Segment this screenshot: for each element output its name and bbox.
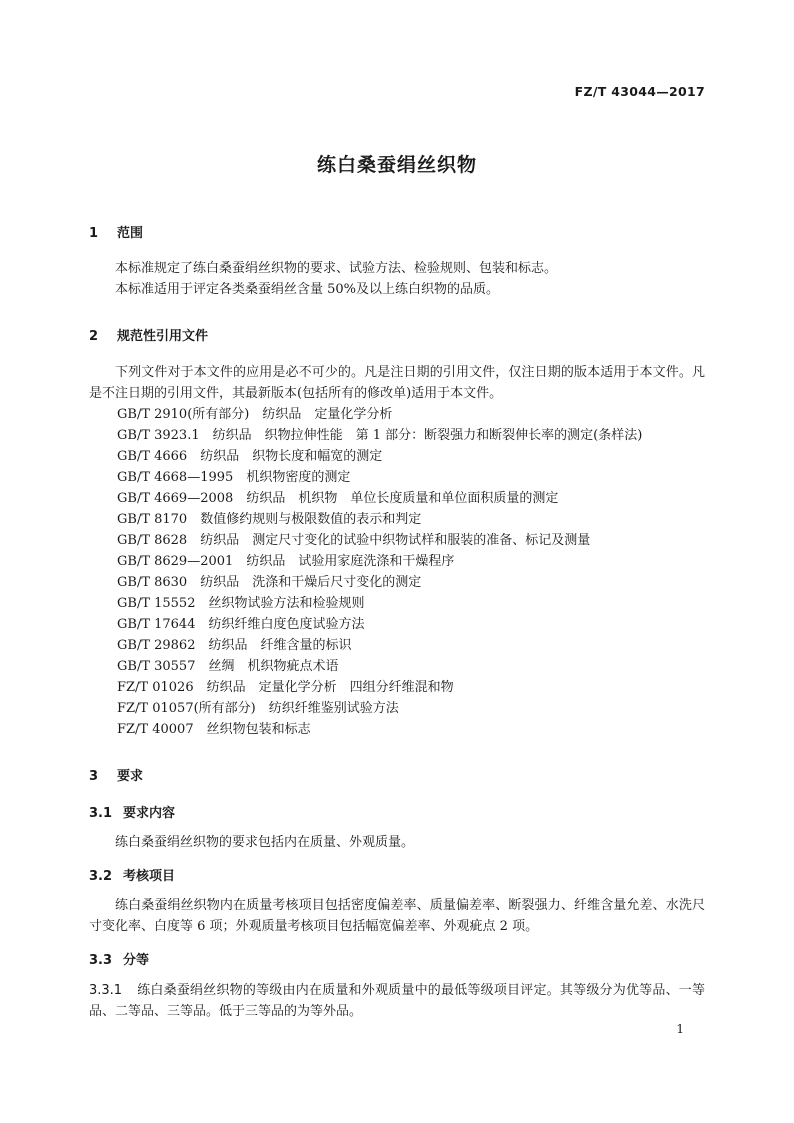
normative-references-list	[117, 404, 707, 740]
clause-3-2-heading	[89, 865, 175, 884]
reference-title: 纺织品 试验用家庭洗涤和干燥程序	[246, 554, 455, 569]
section-1-heading	[89, 222, 143, 241]
reference-item	[117, 677, 707, 698]
clause-3-2-text: 练白桑蚕绢丝织物内在质量考核项目包括密度偏差率、质量偏差率、断裂强力、纤维含量允差、水洗尺寸变化率、白度等 6 项；外观质量考核项目包括幅宽偏差率、外观疵点 2 项。	[89, 898, 705, 934]
clause-3-1-text: 练白桑蚕绢丝织物的要求包括内在质量、外观质量。	[115, 835, 415, 850]
reference-item	[117, 509, 707, 530]
reference-code: GB/T 3923.1	[117, 428, 200, 443]
reference-item	[117, 404, 707, 425]
section-1-paragraph-2: 本标准适用于评定各类桑蚕绢丝含量 50%及以上练白织物的品质。	[115, 282, 500, 297]
section-3-heading	[89, 765, 143, 784]
reference-item	[117, 635, 707, 656]
reference-code: FZ/T 01026	[117, 680, 194, 695]
clause-number: 3.3.1	[89, 983, 123, 998]
reference-code: GB/T 17644	[117, 617, 196, 632]
section-number: 2	[89, 329, 99, 344]
reference-item	[117, 656, 707, 677]
reference-code: GB/T 15552	[117, 596, 196, 611]
reference-item	[117, 488, 707, 509]
reference-item	[117, 467, 707, 488]
clause-title: 要求内容	[123, 806, 176, 821]
reference-code: GB/T 8170	[117, 512, 188, 527]
reference-title: 机织物密度的测定	[246, 470, 351, 485]
clause-number: 3.2	[89, 869, 113, 884]
clause-3-3-heading	[89, 949, 149, 968]
reference-title: 纺织品 纤维含量的标识	[208, 638, 352, 653]
clause-3-3-1-text: 练白桑蚕绢丝织物的等级由内在质量和外观质量中的最低等级项目评定。其等级分为优等品、一等品、二等品、三等品。低于三等品的为等外品。	[89, 983, 705, 1019]
section-1-paragraph-1: 本标准规定了练白桑蚕绢丝织物的要求、试验方法、检验规则、包装和标志。	[115, 261, 558, 276]
reference-item	[117, 698, 707, 719]
clause-title: 分等	[123, 953, 150, 968]
reference-title: 纺织纤维白度色度试验方法	[208, 617, 365, 632]
standard-code: FZ/T 43044—2017	[574, 84, 705, 99]
reference-code: FZ/T 40007	[117, 722, 194, 737]
reference-title: 纺织品 机织物 单位长度质量和单位面积质量的测定	[246, 491, 559, 506]
reference-title: 丝织物试验方法和检验规则	[208, 596, 365, 611]
reference-item	[117, 446, 707, 467]
section-number: 1	[89, 226, 99, 241]
reference-code: GB/T 29862	[117, 638, 196, 653]
reference-title: 纺织纤维鉴别试验方法	[268, 701, 399, 716]
reference-title: 丝织物包装和标志	[206, 722, 311, 737]
reference-title: 纺织品 洗涤和干燥后尺寸变化的测定	[200, 575, 422, 590]
reference-code: GB/T 8630	[117, 575, 188, 590]
reference-title: 纺织品 定量化学分析 四组分纤维混和物	[206, 680, 454, 695]
clause-title: 考核项目	[123, 869, 176, 884]
reference-code: GB/T 2910(所有部分)	[117, 407, 250, 422]
reference-title: 纺织品 织物拉伸性能 第 1 部分：断裂强力和断裂伸长率的测定(条样法)	[212, 428, 643, 443]
document-title: 练白桑蚕绢丝织物	[316, 154, 477, 176]
reference-item	[117, 614, 707, 635]
reference-title: 纺织品 织物长度和幅宽的测定	[200, 449, 383, 464]
reference-title: 纺织品 定量化学分析	[262, 407, 393, 422]
section-title: 范围	[117, 226, 144, 241]
section-2-heading	[89, 325, 208, 344]
clause-number: 3.1	[89, 806, 113, 821]
reference-code: GB/T 8629—2001	[117, 554, 234, 569]
clause-3-3-1	[89, 980, 705, 1022]
section-number: 3	[89, 769, 99, 784]
section-title: 要求	[117, 769, 144, 784]
reference-code: GB/T 4666	[117, 449, 188, 464]
reference-item	[117, 551, 707, 572]
reference-code: GB/T 4668—1995	[117, 470, 234, 485]
reference-title: 丝绸 机织物疵点术语	[208, 659, 339, 674]
reference-code: GB/T 4669—2008	[117, 491, 234, 506]
reference-code: FZ/T 01057(所有部分)	[117, 701, 256, 716]
reference-item	[117, 593, 707, 614]
reference-item	[117, 572, 707, 593]
reference-item	[117, 425, 707, 446]
reference-code: GB/T 8628	[117, 533, 188, 548]
clause-3-1-heading	[89, 802, 175, 821]
reference-code: GB/T 30557	[117, 659, 196, 674]
reference-title: 纺织品 测定尺寸变化的试验中织物试样和服装的准备、标记及测量	[200, 533, 591, 548]
section-title: 规范性引用文件	[117, 329, 209, 344]
page-number: 1	[676, 1022, 684, 1036]
reference-item	[117, 530, 707, 551]
reference-item	[117, 719, 707, 740]
reference-title: 数值修约规则与极限数值的表示和判定	[200, 512, 422, 527]
clause-number: 3.3	[89, 953, 113, 968]
section-2-intro: 下列文件对于本文件的应用是必不可少的。凡是注日期的引用文件，仅注日期的版本适用于本文件。凡是不注日期的引用文件，其最新版本(包括所有的修改单)适用于本文件。	[89, 365, 705, 401]
